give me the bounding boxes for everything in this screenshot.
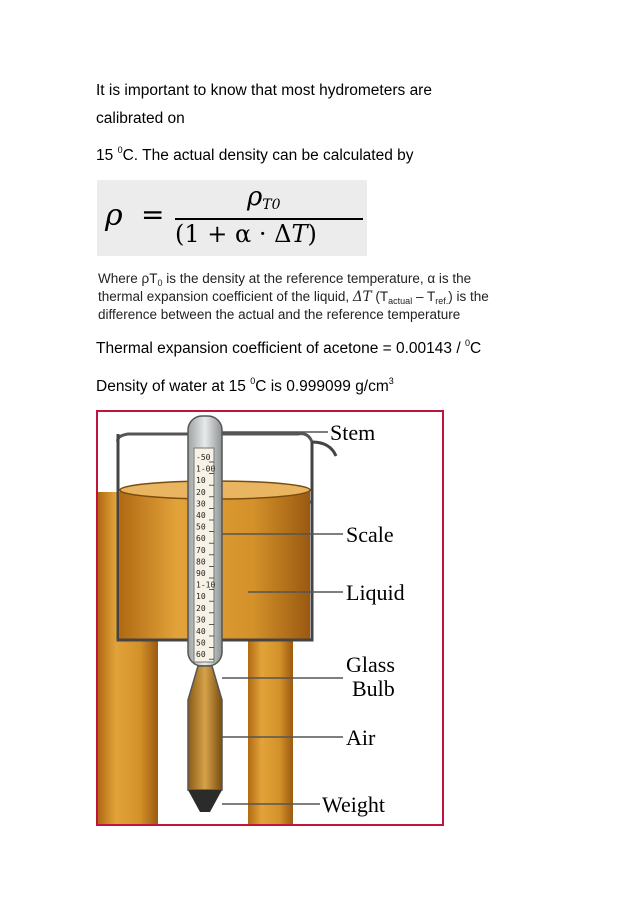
water-density-line <box>96 378 394 396</box>
den-T: T <box>291 220 308 248</box>
formula-denominator <box>175 220 317 248</box>
scale-mark-label: 10 <box>196 592 206 602</box>
scale-mark-label: 40 <box>196 627 206 636</box>
expl-2dt: ΔT <box>352 289 372 305</box>
intro-line-1: It is important to know that most hydrometers are <box>96 82 432 99</box>
expl-1a: Where ρT <box>98 271 158 286</box>
expl-2sub1: actual <box>388 296 413 306</box>
hydrometer-diagram <box>96 410 444 826</box>
expl-2sub2: ref. <box>435 296 449 306</box>
thermal-degree: 0 <box>464 338 470 348</box>
den-post: ) <box>307 220 317 248</box>
water-cubed: 3 <box>388 376 394 386</box>
intro-temp: 15 <box>96 147 118 164</box>
scale-mark-label: 60 <box>196 534 206 544</box>
right-liquid-column <box>248 637 293 824</box>
glass-label: Glass <box>346 652 395 677</box>
numerator-rho: ρ <box>247 182 263 212</box>
water-degree: 0 <box>250 376 256 386</box>
water-text-a: Density of water at 15 <box>96 378 251 395</box>
stem-label: Stem <box>330 420 376 445</box>
expl-2c: – T <box>412 289 436 304</box>
formula-lhs: ρ <box>105 198 123 233</box>
formula-explanation <box>98 270 489 324</box>
water-text-b: C is 0.999099 g/cm <box>255 378 389 395</box>
air-label: Air <box>346 725 376 750</box>
formula-equals: = <box>141 198 165 231</box>
scale-mark-label: 1-00 <box>196 464 216 474</box>
scale-mark-label: 90 <box>196 569 206 578</box>
glass-bulb <box>188 666 222 790</box>
formula-numerator <box>247 182 281 212</box>
hydrometer-svg <box>98 412 442 824</box>
density-formula <box>97 180 367 256</box>
thermal-unit: C <box>469 340 482 357</box>
expl-2b: (T <box>371 289 389 304</box>
degree-sup: 0 <box>117 145 123 155</box>
scale-mark-label: 50 <box>196 522 206 532</box>
intro-line-2: calibrated on <box>96 110 185 127</box>
scale-mark-label: 40 <box>196 511 206 520</box>
liquid-label: Liquid <box>346 580 405 605</box>
scale-mark-label: 50 <box>196 638 206 648</box>
den-pre: (1 + α · Δ <box>175 220 292 248</box>
scale-mark-label: 30 <box>196 615 206 625</box>
scale-mark-label: 80 <box>196 557 206 567</box>
numerator-sub: T0 <box>262 197 281 213</box>
thermal-text: Thermal expansion coefficient of acetone = 0.00143 / <box>96 340 465 357</box>
expl-2a: thermal expansion coefficient of the liquid, <box>98 289 353 304</box>
expl-2d: ) is the <box>448 289 489 304</box>
scale-mark-label: 20 <box>196 487 206 497</box>
bulb-label: Bulb <box>352 676 395 701</box>
scale-label: Scale <box>346 522 394 547</box>
weight-label: Weight <box>322 792 385 817</box>
scale-mark-label: -50 <box>196 453 211 462</box>
explanation-line-2 <box>98 288 489 306</box>
scale-mark-label: 1-10 <box>196 580 216 590</box>
scale-mark-label: 60 <box>196 650 206 660</box>
scale-mark-label: 10 <box>196 476 206 486</box>
scale-mark-label: 70 <box>196 545 206 555</box>
thermal-coefficient-line <box>96 340 481 358</box>
scale-mark-label: 20 <box>196 603 206 613</box>
intro-rest: C. The actual density can be calculated by <box>122 147 414 164</box>
intro-line-3 <box>96 147 414 165</box>
scale-mark-label: 30 <box>196 499 206 509</box>
expl-1sub: 0 <box>157 278 163 288</box>
explanation-line-3: difference between the actual and the reference temperature <box>98 307 461 322</box>
expl-1b: is the density at the reference temperature, α is the <box>162 271 472 286</box>
explanation-line-1 <box>98 270 489 288</box>
